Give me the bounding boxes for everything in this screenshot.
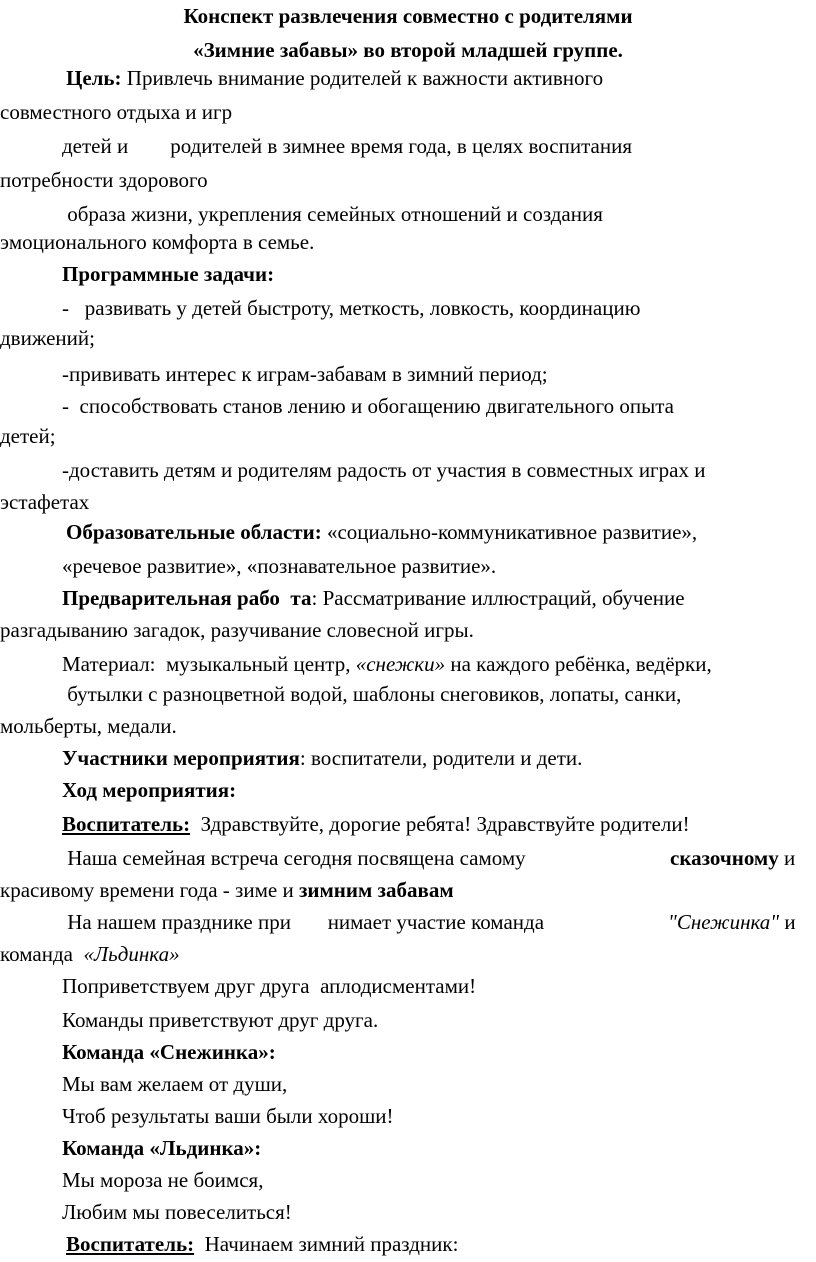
task-4-line-2: эстафетах	[0, 490, 90, 514]
title-line-2: «Зимние забавы» во второй младшей группе.	[193, 38, 623, 62]
material-snowballs: «снежки»	[355, 652, 446, 676]
team-1-label: Команда «Снежинка»:	[62, 1040, 276, 1064]
goal-line-6: эмоционального комфорта в семье.	[0, 230, 315, 254]
teams-line-1-a: На нашем празднике при нимает участие команда	[62, 910, 545, 934]
meeting-line-2	[0, 878, 454, 902]
meeting-and: и	[778, 846, 796, 870]
participants-line	[62, 746, 582, 770]
participants-text: : воспитатели, родители и дети.	[299, 746, 583, 770]
team-1-line-2: Чтоб результаты ваши были хороши!	[62, 1104, 394, 1128]
meeting-line-1-b	[670, 846, 795, 870]
goal-label: Цель:	[66, 66, 122, 90]
team-icicle-name: «Льдинка»	[83, 942, 180, 966]
material-line-1	[62, 652, 712, 676]
areas-text-1: «социально-коммуникативное развитие»,	[321, 520, 698, 544]
task-2: -прививать интерес к играм-забавам в зимний период;	[62, 362, 548, 386]
material-line-3: мольберты, медали.	[0, 714, 177, 738]
team-2-label: Команда «Льдинка»:	[62, 1136, 262, 1160]
teacher-1-line	[62, 812, 690, 836]
meeting-line-2-text: красивому времени года - зиме и	[0, 878, 299, 902]
goal-line-4: потребности здорового	[0, 168, 208, 192]
course-label: Ход мероприятия:	[62, 778, 237, 802]
goal-line-1	[66, 66, 603, 90]
goal-line-2: совместного отдыха и игр	[0, 100, 233, 124]
goal-text-1: Привлечь внимание родителей к важности активного	[121, 66, 604, 90]
goal-line-5: образа жизни, укрепления семейных отношений и создания	[62, 202, 603, 226]
teams-line-1-b	[668, 910, 796, 934]
meeting-winter-games: зимним забавам	[298, 878, 454, 902]
prep-label: Предварительная рабо та	[62, 586, 312, 610]
material-text-c: на каждого ребёнка, ведёрки,	[445, 652, 712, 676]
task-4-line-1: -доставить детям и родителям радость от участия в совместных играх и	[62, 458, 706, 482]
areas-line-2: «речевое развитие», «познавательное развитие».	[62, 554, 497, 578]
prep-text-1: : Рассматривание иллюстраций, обучение	[311, 586, 685, 610]
team-2-line-1: Мы мороза не боимся,	[62, 1168, 264, 1192]
teams-line-2-text: команда	[0, 942, 84, 966]
tasks-label: Программные задачи:	[62, 262, 275, 286]
participants-label: Участники мероприятия	[62, 746, 300, 770]
meeting-fairy: сказочному	[670, 846, 779, 870]
goal-line-3: детей и родителей в зимнее время года, в целях воспитания	[62, 134, 632, 158]
title-line-1: Конспект развлечения совместно с родителями	[183, 4, 633, 28]
prep-line-2: разгадыванию загадок, разучивание словесной игры.	[0, 618, 474, 642]
teacher-2-line	[66, 1232, 458, 1256]
teacher-1-text: Здравствуйте, дорогие ребята! Здравствуйте родители!	[190, 812, 690, 836]
teacher-1-label: Воспитатель:	[62, 812, 191, 836]
task-1-line-1: - развивать у детей быстроту, меткость, ловкость, координацию	[62, 296, 641, 320]
meeting-line-1-a: Наша семейная встреча сегодня посвящена самому	[62, 846, 526, 870]
greet-line-2: Команды приветствуют друг друга.	[62, 1008, 379, 1032]
material-line-2: бутылки с разноцветной водой, шаблоны снеговиков, лопаты, санки,	[62, 682, 682, 706]
teacher-2-text: Начинаем зимний праздник:	[194, 1232, 459, 1256]
team-2-line-2: Любим мы повеселиться!	[62, 1200, 292, 1224]
task-3-line-2: детей;	[0, 424, 56, 448]
teacher-2-label: Воспитатель:	[66, 1232, 195, 1256]
team-snowflake-name: "Снежинка"	[668, 910, 780, 934]
task-3-line-1: - способствовать станов лению и обогащению двигательного опыта	[62, 394, 674, 418]
areas-label: Образовательные области:	[66, 520, 322, 544]
teams-and: и	[779, 910, 796, 934]
material-text-a: Материал: музыкальный центр,	[62, 652, 356, 676]
teams-line-2	[0, 942, 180, 966]
areas-line-1	[66, 520, 697, 544]
task-1-line-2: движений;	[0, 326, 95, 350]
prep-line-1	[62, 586, 685, 610]
greet-line-1: Поприветствуем друг друга аплодисментами!	[62, 974, 477, 998]
team-1-line-1: Мы вам желаем от души,	[62, 1072, 288, 1096]
